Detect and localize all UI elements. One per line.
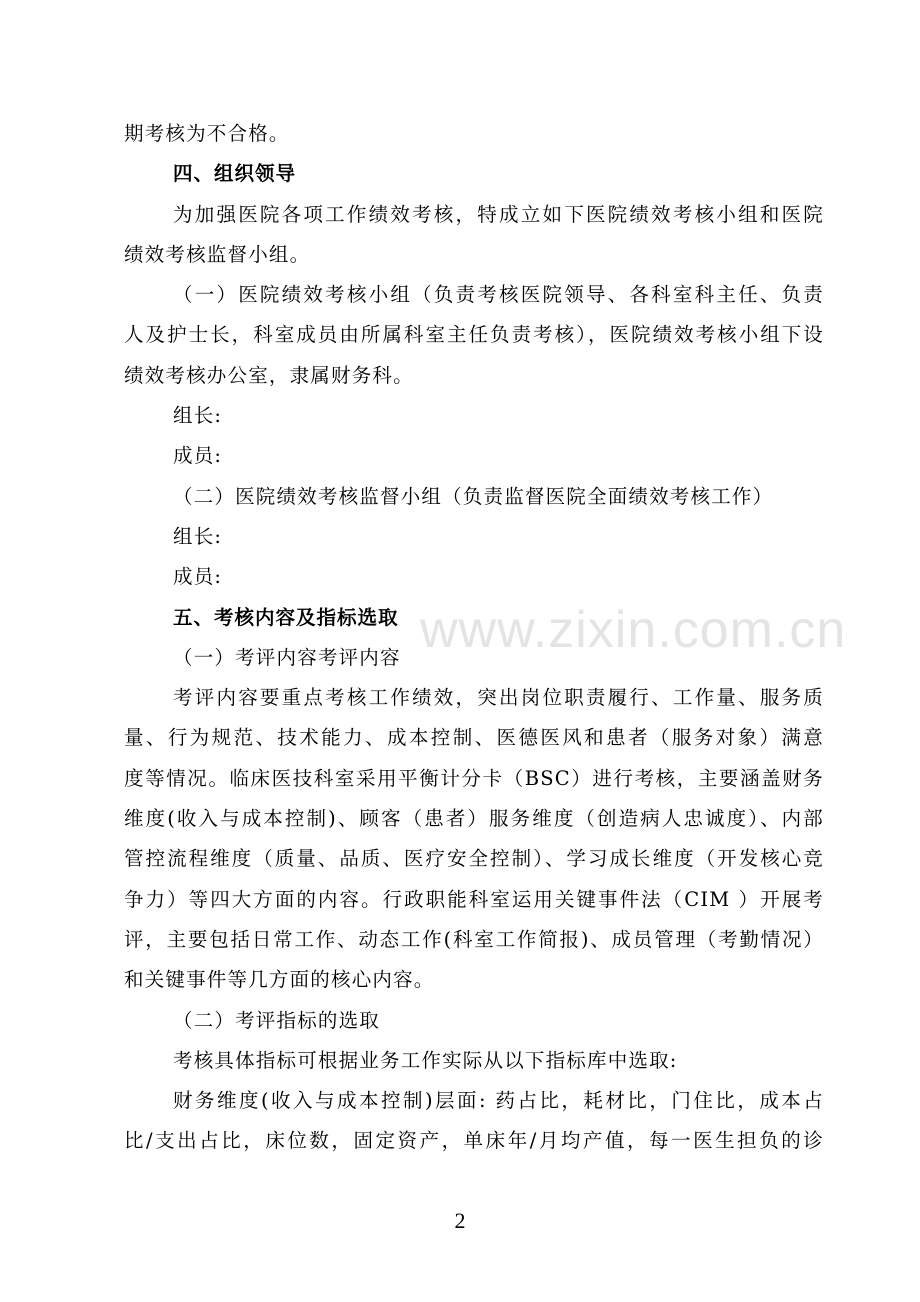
paragraph-line: 和关键事件等几方面的核心内容。	[124, 968, 435, 992]
body-text	[124, 114, 824, 1162]
paragraph-line: 考核具体指标可根据业务工作实际从以下指标库中选取:	[173, 1048, 678, 1072]
paragraph-line: （一）医院绩效考核小组（负责考核医院领导、各科室科主任、负责	[173, 283, 824, 307]
subsection-heading: （一）考评内容考评内容	[173, 645, 401, 669]
section-heading: 四、组织领导	[173, 162, 297, 186]
paragraph-line: 绩效考核办公室，隶属财务科。	[124, 363, 414, 387]
paragraph-line: 评，主要包括日常工作、动态工作(科室工作简报)、成员管理（考勤情况）	[124, 927, 824, 951]
paragraph-line: 量、行为规范、技术能力、成本控制、医德医风和患者（服务对象）满意	[124, 726, 824, 750]
paragraph-line: 争力）等四大方面的内容。行政职能科室运用关键事件法（CIM ）开展考	[124, 887, 824, 911]
subsection-heading: （二）医院绩效考核监督小组（负责监督医院全面绩效考核工作）	[173, 484, 774, 508]
paragraph-line: 期考核为不合格。	[124, 122, 290, 145]
paragraph-line: 财务维度(收入与成本控制)层面: 药占比，耗材比，门住比，成本占	[173, 1089, 824, 1113]
paragraph-line: 绩效考核监督小组。	[124, 242, 311, 266]
paragraph-line: 度等情况。临床医技科室采用平衡计分卡（BSC）进行考核，主要涵盖财务	[124, 766, 824, 790]
section-heading: 五、考核内容及指标选取	[173, 605, 399, 629]
watermark: www.zixin.com.cn	[420, 601, 847, 659]
page-number: 2	[454, 1208, 466, 1233]
paragraph-line: 为加强医院各项工作绩效考核，特成立如下医院绩效考核小组和医院	[173, 202, 824, 226]
paragraph-line: 人及护士长，科室成员由所属科室主任负责考核），医院绩效考核小组下设	[124, 323, 824, 347]
group-members-label: 成员:	[173, 565, 223, 589]
paragraph-line: 考评内容要重点考核工作绩效，突出岗位职责履行、工作量、服务质	[173, 686, 824, 710]
paragraph-line: 比/支出占比，床位数，固定资产，单床年/月均产值，每一医生担负的诊	[124, 1129, 824, 1153]
group-leader-label: 组长:	[173, 404, 223, 428]
group-leader-label: 组长:	[173, 524, 223, 548]
subsection-heading: （二）考评指标的选取	[173, 1008, 381, 1032]
paragraph-line: 维度(收入与成本控制)、顾客（患者）服务维度（创造病人忠诚度）、内部	[124, 807, 824, 831]
paragraph-line: 管控流程维度（质量、品质、医疗安全控制）、学习成长维度（开发核心竞	[124, 847, 824, 871]
group-members-label: 成员:	[173, 444, 223, 468]
